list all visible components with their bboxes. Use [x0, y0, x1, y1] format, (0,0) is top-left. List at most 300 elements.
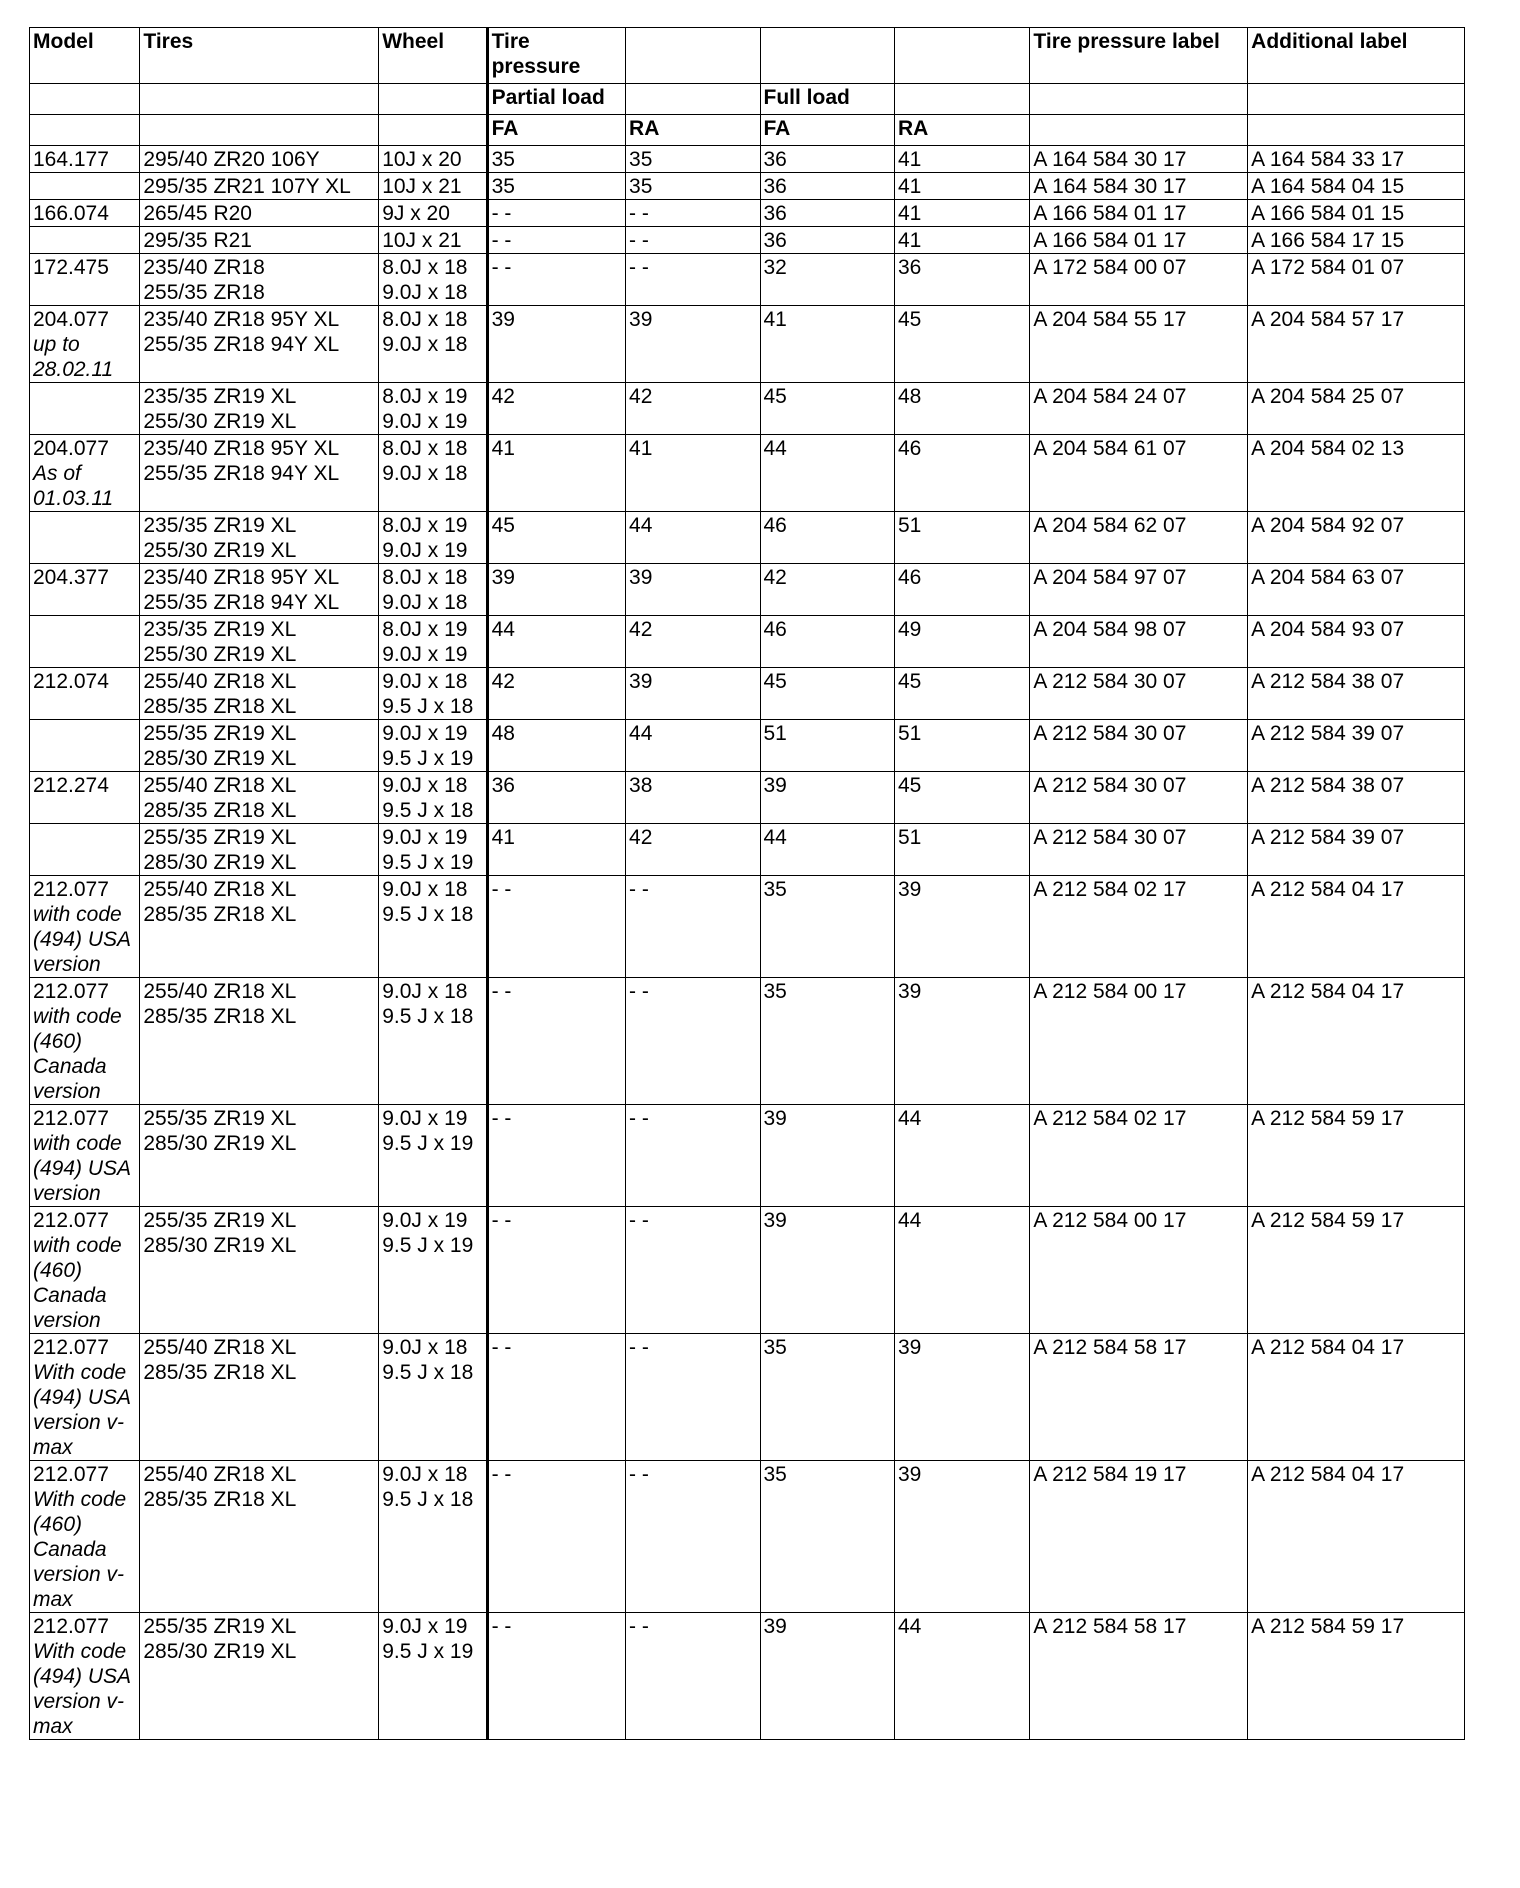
tires-cell	[140, 306, 379, 383]
cell-line: 295/40 ZR20 106Y	[143, 148, 320, 171]
cell-line: 9.5 J x 18	[382, 1005, 474, 1028]
tire-pressure-label-cell: A 166 584 01 17	[1030, 227, 1248, 254]
cell-line: 9.0J x 18	[382, 980, 468, 1003]
table-row	[30, 668, 1465, 720]
table-row	[30, 146, 1465, 173]
partial-fa-cell: - -	[487, 1207, 625, 1334]
model-cell	[30, 1613, 140, 1740]
cell-line: 8.0J x 19	[382, 385, 468, 408]
table-row	[30, 306, 1465, 383]
cell-line: 235/40 ZR18 95Y XL	[143, 437, 340, 460]
table-row	[30, 1334, 1465, 1461]
cell-line: 235/35 ZR19 XL	[143, 618, 297, 641]
model-note	[33, 461, 136, 511]
partial-ra-cell: - -	[626, 978, 760, 1105]
full-ra-cell: 44	[894, 1613, 1029, 1740]
tire-pressure-label-cell: A 212 584 02 17	[1030, 876, 1248, 978]
wheel-cell	[379, 1613, 487, 1740]
full-ra-cell: 39	[894, 876, 1029, 978]
partial-fa-cell: - -	[487, 227, 625, 254]
cell-line: version v-	[33, 1690, 125, 1713]
header-partial-load: Partial load	[487, 84, 625, 115]
partial-fa-cell: 35	[487, 173, 625, 200]
table-row	[30, 435, 1465, 512]
cell-line: 295/35 R21	[143, 229, 252, 252]
cell-line: 255/30 ZR19 XL	[143, 410, 297, 433]
model-cell	[30, 978, 140, 1105]
table-row	[30, 616, 1465, 668]
tire-pressure-label-cell: A 204 584 98 07	[1030, 616, 1248, 668]
header-full-load: Full load	[760, 84, 894, 115]
tire-pressure-label-cell: A 212 584 30 07	[1030, 720, 1248, 772]
full-ra-cell: 51	[894, 512, 1029, 564]
table-row	[30, 1207, 1465, 1334]
wheel-cell	[379, 227, 487, 254]
cell-line: 9.0J x 19	[382, 643, 468, 666]
header-partial-ra: RA	[626, 115, 760, 146]
full-fa-cell: 39	[760, 772, 894, 824]
wheel-cell	[379, 824, 487, 876]
cell-line: (494) USA	[33, 928, 132, 951]
full-ra-cell: 41	[894, 227, 1029, 254]
table-header	[30, 28, 1465, 146]
wheel-cell	[379, 1334, 487, 1461]
cell-line: max	[33, 1715, 73, 1738]
cell-line: As of	[33, 462, 81, 485]
cell-line: 01.03.11	[33, 487, 114, 510]
cell-line: 255/35 ZR19 XL	[143, 1615, 297, 1638]
partial-ra-cell: - -	[626, 254, 760, 306]
tire-pressure-label-cell: A 212 584 30 07	[1030, 824, 1248, 876]
cell-line: 9.0J x 18	[382, 774, 468, 797]
full-fa-cell: 51	[760, 720, 894, 772]
model-number: 212.077	[33, 1209, 109, 1232]
wheel-cell	[379, 1105, 487, 1207]
partial-ra-cell: - -	[626, 1334, 760, 1461]
header-empty-cell	[140, 84, 379, 115]
cell-line: 255/40 ZR18 XL	[143, 878, 297, 901]
model-number: 212.077	[33, 980, 109, 1003]
tires-cell	[140, 512, 379, 564]
cell-line: 255/35 ZR19 XL	[143, 1107, 297, 1130]
cell-line: 255/35 ZR18	[143, 281, 265, 304]
partial-fa-cell: - -	[487, 1461, 625, 1613]
partial-fa-cell: 42	[487, 668, 625, 720]
cell-line: version	[33, 953, 101, 976]
cell-line: with code	[33, 903, 122, 926]
header-empty-cell	[140, 115, 379, 146]
cell-line: 9.0J x 18	[382, 1336, 468, 1359]
cell-line: 235/40 ZR18 95Y XL	[143, 566, 340, 589]
partial-ra-cell: 42	[626, 616, 760, 668]
model-number: 212.077	[33, 1615, 109, 1638]
model-note	[33, 1233, 136, 1333]
cell-line: 235/35 ZR19 XL	[143, 385, 297, 408]
table-row	[30, 564, 1465, 616]
cell-line: 235/40 ZR18	[143, 256, 265, 279]
cell-line: 10J x 21	[382, 175, 462, 198]
partial-ra-cell: - -	[626, 200, 760, 227]
cell-line: 255/40 ZR18 XL	[143, 1336, 297, 1359]
tires-cell	[140, 824, 379, 876]
cell-line: 8.0J x 18	[382, 437, 468, 460]
tire-pressure-label-cell: A 212 584 58 17	[1030, 1334, 1248, 1461]
model-cell	[30, 668, 140, 720]
model-number: 164.177	[33, 148, 109, 171]
cell-line: 235/35 ZR19 XL	[143, 514, 297, 537]
full-fa-cell: 39	[760, 1613, 894, 1740]
additional-label-cell: A 164 584 33 17	[1248, 146, 1465, 173]
cell-line: 285/35 ZR18 XL	[143, 1005, 297, 1028]
cell-line: 9.0J x 19	[382, 722, 468, 745]
tires-cell	[140, 978, 379, 1105]
tire-pressure-label-cell: A 204 584 62 07	[1030, 512, 1248, 564]
header-empty-cell	[379, 84, 487, 115]
partial-fa-cell: 45	[487, 512, 625, 564]
model-number: 212.077	[33, 1463, 109, 1486]
tire-pressure-table	[29, 27, 1465, 1740]
cell-line: 9.0J x 19	[382, 539, 468, 562]
header-empty-cell	[30, 84, 140, 115]
partial-ra-cell: 35	[626, 173, 760, 200]
header-partial-fa: FA	[487, 115, 625, 146]
wheel-cell	[379, 616, 487, 668]
tires-cell	[140, 1207, 379, 1334]
cell-line: with code	[33, 1132, 122, 1155]
cell-line: 9.0J x 18	[382, 333, 468, 356]
cell-line: version	[33, 1080, 101, 1103]
model-note	[33, 1487, 136, 1612]
partial-ra-cell: - -	[626, 227, 760, 254]
full-ra-cell: 41	[894, 200, 1029, 227]
cell-line: 235/40 ZR18 95Y XL	[143, 308, 340, 331]
header-tire-pressure-label: Tire pressure label	[1030, 28, 1248, 84]
partial-ra-cell: 44	[626, 512, 760, 564]
partial-ra-cell: 39	[626, 668, 760, 720]
partial-ra-cell: - -	[626, 1613, 760, 1740]
tires-cell	[140, 254, 379, 306]
model-cell	[30, 200, 140, 227]
additional-label-cell: A 212 584 59 17	[1248, 1613, 1465, 1740]
partial-fa-cell: - -	[487, 254, 625, 306]
cell-line: 285/35 ZR18 XL	[143, 903, 297, 926]
full-ra-cell: 48	[894, 383, 1029, 435]
full-fa-cell: 44	[760, 435, 894, 512]
header-row-3	[30, 115, 1465, 146]
partial-fa-cell: 36	[487, 772, 625, 824]
additional-label-cell: A 212 584 04 17	[1248, 876, 1465, 978]
cell-line: 255/30 ZR19 XL	[143, 643, 297, 666]
tires-cell	[140, 200, 379, 227]
cell-line: (494) USA	[33, 1386, 132, 1409]
cell-line: 255/35 ZR18 94Y XL	[143, 333, 340, 356]
partial-fa-cell: 41	[487, 435, 625, 512]
wheel-cell	[379, 435, 487, 512]
cell-line: 9.0J x 18	[382, 591, 468, 614]
header-tire-pressure	[487, 28, 625, 84]
model-number: 212.077	[33, 878, 109, 901]
partial-ra-cell: 41	[626, 435, 760, 512]
header-empty-cell	[1030, 115, 1248, 146]
model-number: 212.274	[33, 774, 109, 797]
cell-line: with code	[33, 1234, 122, 1257]
additional-label-cell: A 204 584 57 17	[1248, 306, 1465, 383]
header-empty-cell	[1248, 115, 1465, 146]
model-cell	[30, 1207, 140, 1334]
tires-cell	[140, 668, 379, 720]
cell-line: version v-	[33, 1563, 125, 1586]
additional-label-cell: A 204 584 25 07	[1248, 383, 1465, 435]
partial-fa-cell: 39	[487, 306, 625, 383]
table-row	[30, 383, 1465, 435]
cell-line: 9.5 J x 18	[382, 1488, 474, 1511]
cell-line: 285/30 ZR19 XL	[143, 1640, 297, 1663]
full-fa-cell: 35	[760, 978, 894, 1105]
tire-pressure-label-cell: A 212 584 00 17	[1030, 1207, 1248, 1334]
table-row	[30, 512, 1465, 564]
cell-line: 255/35 ZR18 94Y XL	[143, 462, 340, 485]
cell-line: 285/30 ZR19 XL	[143, 1132, 297, 1155]
additional-label-cell: A 204 584 92 07	[1248, 512, 1465, 564]
additional-label-cell: A 212 584 04 17	[1248, 1334, 1465, 1461]
full-ra-cell: 39	[894, 1334, 1029, 1461]
cell-line: 9.0J x 18	[382, 462, 468, 485]
cell-line: max	[33, 1588, 73, 1611]
additional-label-cell: A 212 584 38 07	[1248, 668, 1465, 720]
model-cell	[30, 173, 140, 200]
full-ra-cell: 41	[894, 146, 1029, 173]
cell-line: Canada	[33, 1538, 107, 1561]
header-row-1	[30, 28, 1465, 84]
full-fa-cell: 45	[760, 383, 894, 435]
additional-label-cell: A 204 584 63 07	[1248, 564, 1465, 616]
partial-ra-cell: - -	[626, 1105, 760, 1207]
partial-ra-cell: 42	[626, 383, 760, 435]
tire-pressure-label-cell: A 204 584 97 07	[1030, 564, 1248, 616]
cell-line: 9J x 20	[382, 202, 450, 225]
wheel-cell	[379, 876, 487, 978]
partial-fa-cell: - -	[487, 876, 625, 978]
partial-ra-cell: - -	[626, 1207, 760, 1334]
header-full-ra: RA	[894, 115, 1029, 146]
full-ra-cell: 46	[894, 435, 1029, 512]
cell-line: 9.0J x 18	[382, 670, 468, 693]
cell-line: version	[33, 1182, 101, 1205]
wheel-cell	[379, 173, 487, 200]
header-tire-pressure-text	[492, 29, 622, 79]
full-fa-cell: 35	[760, 876, 894, 978]
model-cell	[30, 1105, 140, 1207]
tires-cell	[140, 564, 379, 616]
tires-cell	[140, 772, 379, 824]
header-full-fa: FA	[760, 115, 894, 146]
header-row-2	[30, 84, 1465, 115]
cell-line: 285/30 ZR19 XL	[143, 851, 297, 874]
cell-line: with code	[33, 1005, 122, 1028]
tire-pressure-label-cell: A 204 584 55 17	[1030, 306, 1248, 383]
cell-line: (460)	[33, 1030, 83, 1053]
full-fa-cell: 36	[760, 173, 894, 200]
full-ra-cell: 41	[894, 173, 1029, 200]
cell-line: Tire	[491, 30, 530, 53]
full-ra-cell: 51	[894, 824, 1029, 876]
model-cell	[30, 876, 140, 978]
wheel-cell	[379, 1207, 487, 1334]
table-row	[30, 978, 1465, 1105]
tire-pressure-label-cell: A 212 584 30 07	[1030, 668, 1248, 720]
additional-label-cell: A 212 584 39 07	[1248, 824, 1465, 876]
model-note	[33, 1360, 136, 1460]
full-fa-cell: 46	[760, 616, 894, 668]
cell-line: 9.0J x 19	[382, 1615, 468, 1638]
cell-line: (460)	[33, 1513, 83, 1536]
wheel-cell	[379, 720, 487, 772]
tire-pressure-label-cell: A 164 584 30 17	[1030, 173, 1248, 200]
full-fa-cell: 36	[760, 227, 894, 254]
tires-cell	[140, 616, 379, 668]
header-empty-cell	[626, 84, 760, 115]
header-empty-cell	[626, 28, 760, 84]
model-cell	[30, 616, 140, 668]
cell-line: 255/40 ZR18 XL	[143, 980, 297, 1003]
full-ra-cell: 51	[894, 720, 1029, 772]
header-additional-label: Additional label	[1248, 28, 1465, 84]
tire-pressure-label-cell: A 212 584 02 17	[1030, 1105, 1248, 1207]
table-row	[30, 254, 1465, 306]
partial-fa-cell: 39	[487, 564, 625, 616]
additional-label-cell: A 212 584 59 17	[1248, 1207, 1465, 1334]
cell-line: 8.0J x 18	[382, 256, 468, 279]
cell-line: 9.0J x 18	[382, 281, 468, 304]
header-model: Model	[30, 28, 140, 84]
tire-pressure-label-cell: A 212 584 58 17	[1030, 1613, 1248, 1740]
full-fa-cell: 42	[760, 564, 894, 616]
partial-fa-cell: 48	[487, 720, 625, 772]
wheel-cell	[379, 668, 487, 720]
cell-line: 8.0J x 19	[382, 514, 468, 537]
tires-cell	[140, 146, 379, 173]
cell-line: 9.5 J x 19	[382, 747, 474, 770]
cell-line: 255/40 ZR18 XL	[143, 774, 297, 797]
cell-line: 9.5 J x 18	[382, 1361, 474, 1384]
cell-line: 9.0J x 19	[382, 826, 468, 849]
partial-fa-cell: 35	[487, 146, 625, 173]
cell-line: 9.5 J x 19	[382, 1132, 474, 1155]
header-tires: Tires	[140, 28, 379, 84]
model-note	[33, 332, 136, 382]
additional-label-cell: A 172 584 01 07	[1248, 254, 1465, 306]
additional-label-cell: A 212 584 59 17	[1248, 1105, 1465, 1207]
cell-line: 255/40 ZR18 XL	[143, 670, 297, 693]
full-fa-cell: 36	[760, 146, 894, 173]
wheel-cell	[379, 564, 487, 616]
header-empty-cell	[894, 84, 1029, 115]
table-row	[30, 772, 1465, 824]
wheel-cell	[379, 200, 487, 227]
wheel-cell	[379, 978, 487, 1105]
partial-fa-cell: 42	[487, 383, 625, 435]
wheel-cell	[379, 254, 487, 306]
header-empty-cell	[30, 115, 140, 146]
model-cell	[30, 564, 140, 616]
cell-line: 9.5 J x 19	[382, 1234, 474, 1257]
model-cell	[30, 772, 140, 824]
cell-line: 285/35 ZR18 XL	[143, 695, 297, 718]
additional-label-cell: A 164 584 04 15	[1248, 173, 1465, 200]
cell-line: 285/35 ZR18 XL	[143, 1488, 297, 1511]
table-row	[30, 1613, 1465, 1740]
cell-line: max	[33, 1436, 73, 1459]
partial-ra-cell: - -	[626, 1461, 760, 1613]
cell-line: 10J x 21	[382, 229, 462, 252]
additional-label-cell: A 204 584 93 07	[1248, 616, 1465, 668]
cell-line: With code	[33, 1361, 127, 1384]
header-empty-cell	[894, 28, 1029, 84]
partial-ra-cell: 44	[626, 720, 760, 772]
full-ra-cell: 46	[894, 564, 1029, 616]
cell-line: 265/45 R20	[143, 202, 252, 225]
header-wheel: Wheel	[379, 28, 487, 84]
full-fa-cell: 44	[760, 824, 894, 876]
tire-pressure-label-cell: A 166 584 01 17	[1030, 200, 1248, 227]
cell-line: version	[33, 1309, 101, 1332]
cell-line: With code	[33, 1640, 127, 1663]
cell-line: 255/35 ZR19 XL	[143, 826, 297, 849]
wheel-cell	[379, 512, 487, 564]
tires-cell	[140, 435, 379, 512]
full-ra-cell: 44	[894, 1207, 1029, 1334]
model-cell	[30, 435, 140, 512]
additional-label-cell: A 166 584 17 15	[1248, 227, 1465, 254]
table-row	[30, 173, 1465, 200]
full-ra-cell: 49	[894, 616, 1029, 668]
cell-line: 9.5 J x 19	[382, 1640, 474, 1663]
model-number: 204.377	[33, 566, 109, 589]
cell-line: version v-	[33, 1411, 125, 1434]
wheel-cell	[379, 383, 487, 435]
cell-line: (494) USA	[33, 1665, 132, 1688]
model-cell	[30, 824, 140, 876]
tire-pressure-label-cell: A 212 584 19 17	[1030, 1461, 1248, 1613]
additional-label-cell: A 212 584 39 07	[1248, 720, 1465, 772]
partial-fa-cell: - -	[487, 200, 625, 227]
wheel-cell	[379, 1461, 487, 1613]
model-cell	[30, 720, 140, 772]
additional-label-cell: A 212 584 04 17	[1248, 978, 1465, 1105]
model-number: 172.475	[33, 256, 109, 279]
cell-line: 9.0J x 18	[382, 1463, 468, 1486]
cell-line: 285/35 ZR18 XL	[143, 1361, 297, 1384]
partial-fa-cell: 44	[487, 616, 625, 668]
model-number: 212.074	[33, 670, 109, 693]
cell-line: Canada	[33, 1055, 107, 1078]
partial-ra-cell: 38	[626, 772, 760, 824]
tires-cell	[140, 227, 379, 254]
cell-line: 255/35 ZR18 94Y XL	[143, 591, 340, 614]
header-empty-cell	[760, 28, 894, 84]
table-row	[30, 227, 1465, 254]
full-fa-cell: 45	[760, 668, 894, 720]
additional-label-cell: A 166 584 01 15	[1248, 200, 1465, 227]
cell-line: 285/35 ZR18 XL	[143, 799, 297, 822]
model-cell	[30, 146, 140, 173]
cell-line: With code	[33, 1488, 127, 1511]
tire-pressure-label-cell: A 212 584 30 07	[1030, 772, 1248, 824]
table-row	[30, 720, 1465, 772]
full-fa-cell: 41	[760, 306, 894, 383]
full-ra-cell: 45	[894, 668, 1029, 720]
tires-cell	[140, 720, 379, 772]
